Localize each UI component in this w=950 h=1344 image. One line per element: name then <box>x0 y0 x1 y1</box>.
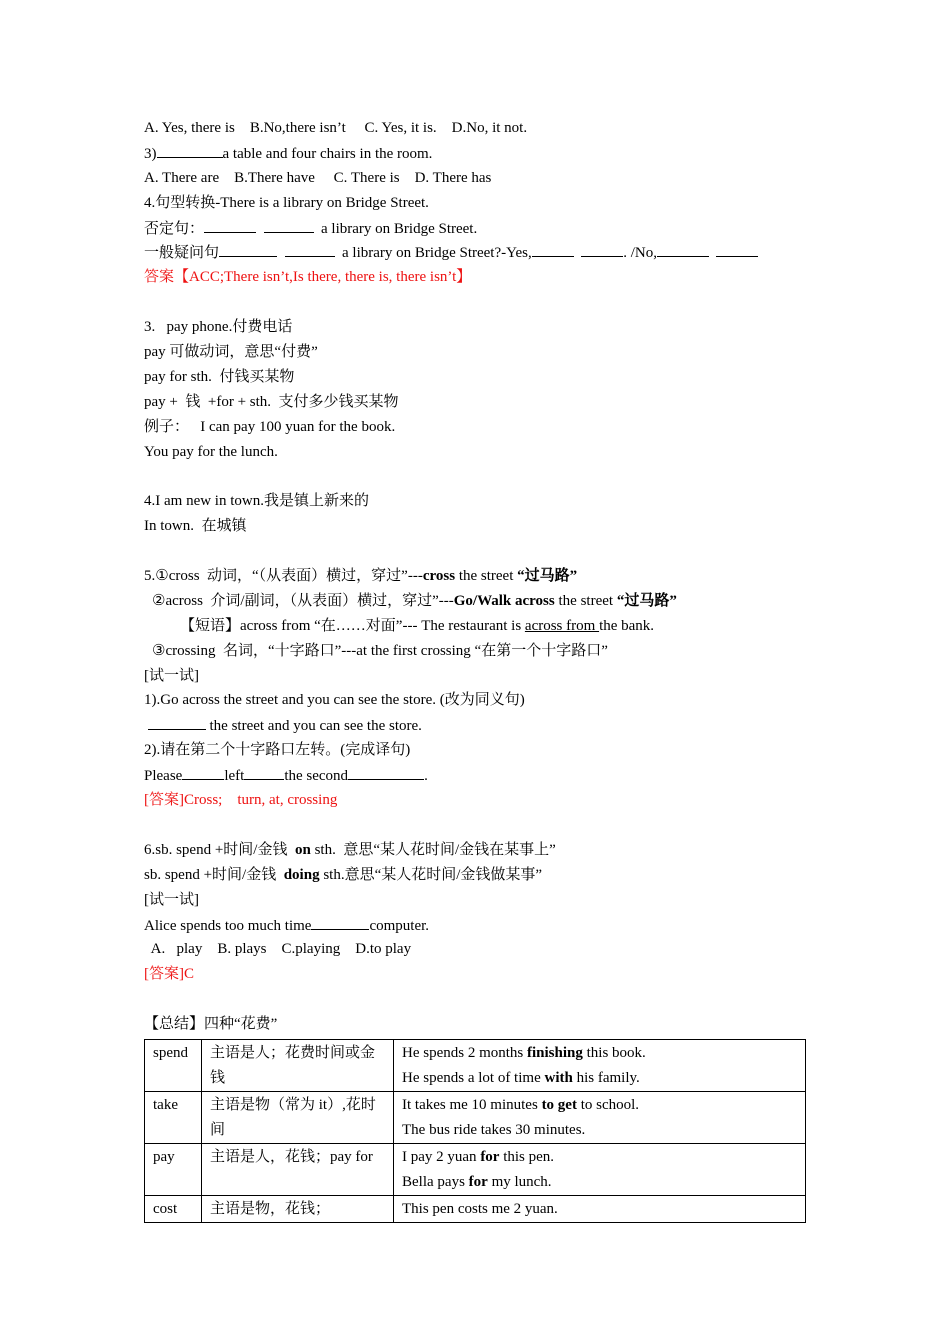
section5-across: ②across 介词/副词，（从表面）横过，穿过”---Go/Walk across the street “过马路” <box>152 592 677 609</box>
example-text: It takes me 10 minutes <box>402 1096 542 1113</box>
section3-line: You pay for the lunch. <box>144 443 278 460</box>
section3-title: 3. pay phone.付费电话 <box>144 319 293 336</box>
example-text: this pen. <box>499 1148 555 1165</box>
section5-q1-fill: the street and you can see the store. <box>144 713 806 738</box>
example-sentence <box>402 1145 797 1170</box>
example-text: for <box>480 1148 500 1165</box>
answer-blank <box>581 240 623 257</box>
table-row <box>145 1091 806 1143</box>
document-body <box>144 116 806 1223</box>
q4-negative: 否定句： a library on Bridge Street. <box>144 216 806 241</box>
example-text: my lunch. <box>487 1173 552 1190</box>
section5-cross: 5.①cross 动词，“（从表面）横过，穿过”---cross the street “过马路” <box>144 568 578 585</box>
section6-line: 6.sb. spend +时间/金钱 on sth. 意思“某人花时间/金钱在某事上” <box>144 841 556 858</box>
section3-line: pay for sth. 付钱买某物 <box>144 368 295 385</box>
spacer <box>144 539 806 564</box>
answer-blank <box>204 216 256 233</box>
spacer <box>144 813 806 838</box>
q4-general-question: 一般疑问句 a library on Bridge Street?-Yes, . /No, <box>144 240 806 265</box>
answer-blank <box>182 763 224 780</box>
spacer <box>144 987 806 1012</box>
example-text: to school. <box>576 1096 640 1113</box>
answer-section1: 答案【ACC;There isn’t,Is there, there is, there isn’t】 <box>144 269 472 286</box>
section4-title: 4.I am new in town.我是镇上新来的 <box>144 493 369 510</box>
spacer <box>144 464 806 489</box>
section5-q2-fill: Please left the second . <box>144 763 806 788</box>
section5-q2: 2).请在第二个十字路口左转。(完成译句) <box>144 742 411 759</box>
example-text: He spends 2 months <box>402 1044 527 1061</box>
example-text: The bus ride takes 30 minutes. <box>402 1121 586 1138</box>
q3-options: A. There are B.There have C. There is D. There has <box>144 169 492 186</box>
description-cell: 主语是物，花钱； <box>202 1195 394 1222</box>
example-text: with <box>544 1069 573 1086</box>
verb-cell: take <box>145 1091 202 1143</box>
example-text: He spends a lot of time <box>402 1069 545 1086</box>
example-cell <box>394 1143 806 1195</box>
description-cell: 主语是人；花费时间或金钱 <box>202 1039 394 1091</box>
summary-table <box>144 1039 806 1223</box>
example-text: finishing <box>527 1044 583 1061</box>
answer-section5: [答案]Cross; turn, at, crossing <box>144 792 338 809</box>
answer-blank <box>219 240 277 257</box>
example-sentence <box>402 1093 797 1118</box>
example-sentence <box>402 1197 797 1222</box>
answer-blank <box>348 763 424 780</box>
summary-table-body <box>145 1039 806 1222</box>
section5-q1: 1).Go across the street and you can see the store. (改为同义句) <box>144 692 525 709</box>
section6-options: A. play B. plays C.playing D.to play <box>144 941 412 958</box>
example-sentence <box>402 1118 797 1143</box>
answer-blank <box>716 240 758 257</box>
example-cell <box>394 1195 806 1222</box>
table-row <box>145 1195 806 1222</box>
summary-title: 【总结】四种“花费” <box>144 1016 278 1033</box>
q4-title: 4.句型转换-There is a library on Bridge Street. <box>144 194 429 211</box>
section3-line: pay 可做动词，意思“付费” <box>144 344 318 361</box>
answer-blank <box>244 763 284 780</box>
q3-question: 3) a table and four chairs in the room. <box>144 141 806 166</box>
q2-options: A. Yes, there is B.No,there isn’t C. Yes, it is. D.No, it not. <box>144 120 528 136</box>
answer-blank <box>264 216 314 233</box>
example-sentence <box>402 1041 797 1066</box>
example-text: for <box>468 1173 488 1190</box>
example-text: this book. <box>582 1044 646 1061</box>
answer-blank <box>285 240 335 257</box>
example-text: to get <box>541 1096 577 1113</box>
section6-question: Alice spends too much time computer. <box>144 913 806 938</box>
example-text: his family. <box>572 1069 640 1086</box>
section3-example: 例子： I can pay 100 yuan for the book. <box>144 418 396 435</box>
example-text: This pen costs me 2 yuan. <box>402 1200 558 1217</box>
spacer <box>144 290 806 315</box>
example-text: Bella pays <box>402 1173 469 1190</box>
try-label: [试一试] <box>144 891 199 908</box>
table-row <box>145 1143 806 1195</box>
example-sentence <box>402 1066 797 1091</box>
section6-line: sb. spend +时间/金钱 doing sth.意思“某人花时间/金钱做某事” <box>144 866 543 883</box>
description-cell: 主语是人，花钱；pay for <box>202 1143 394 1195</box>
section5-crossing: ③crossing 名词，“十字路口”---at the first crossing “在第一个十字路口” <box>152 642 608 659</box>
verb-cell: spend <box>145 1039 202 1091</box>
answer-section6: [答案]C <box>144 966 194 983</box>
example-text: I pay 2 yuan <box>402 1148 481 1165</box>
example-cell <box>394 1039 806 1091</box>
section3-line: pay + 钱 +for + sth. 支付多少钱买某物 <box>144 393 399 410</box>
answer-blank <box>311 913 369 930</box>
verb-cell: cost <box>145 1195 202 1222</box>
answer-blank <box>157 141 223 158</box>
answer-blank <box>148 713 206 730</box>
example-cell <box>394 1091 806 1143</box>
try-label: [试一试] <box>144 667 199 684</box>
description-cell: 主语是物（常为 it）,花时间 <box>202 1091 394 1143</box>
section4-line: In town. 在城镇 <box>144 518 247 535</box>
section5-phrase: 【短语】across from “在……对面”--- The restaurant is across from the bank. <box>180 617 655 634</box>
example-sentence <box>402 1170 797 1195</box>
answer-blank <box>532 240 574 257</box>
table-row <box>145 1039 806 1091</box>
answer-blank <box>657 240 709 257</box>
verb-cell: pay <box>145 1143 202 1195</box>
